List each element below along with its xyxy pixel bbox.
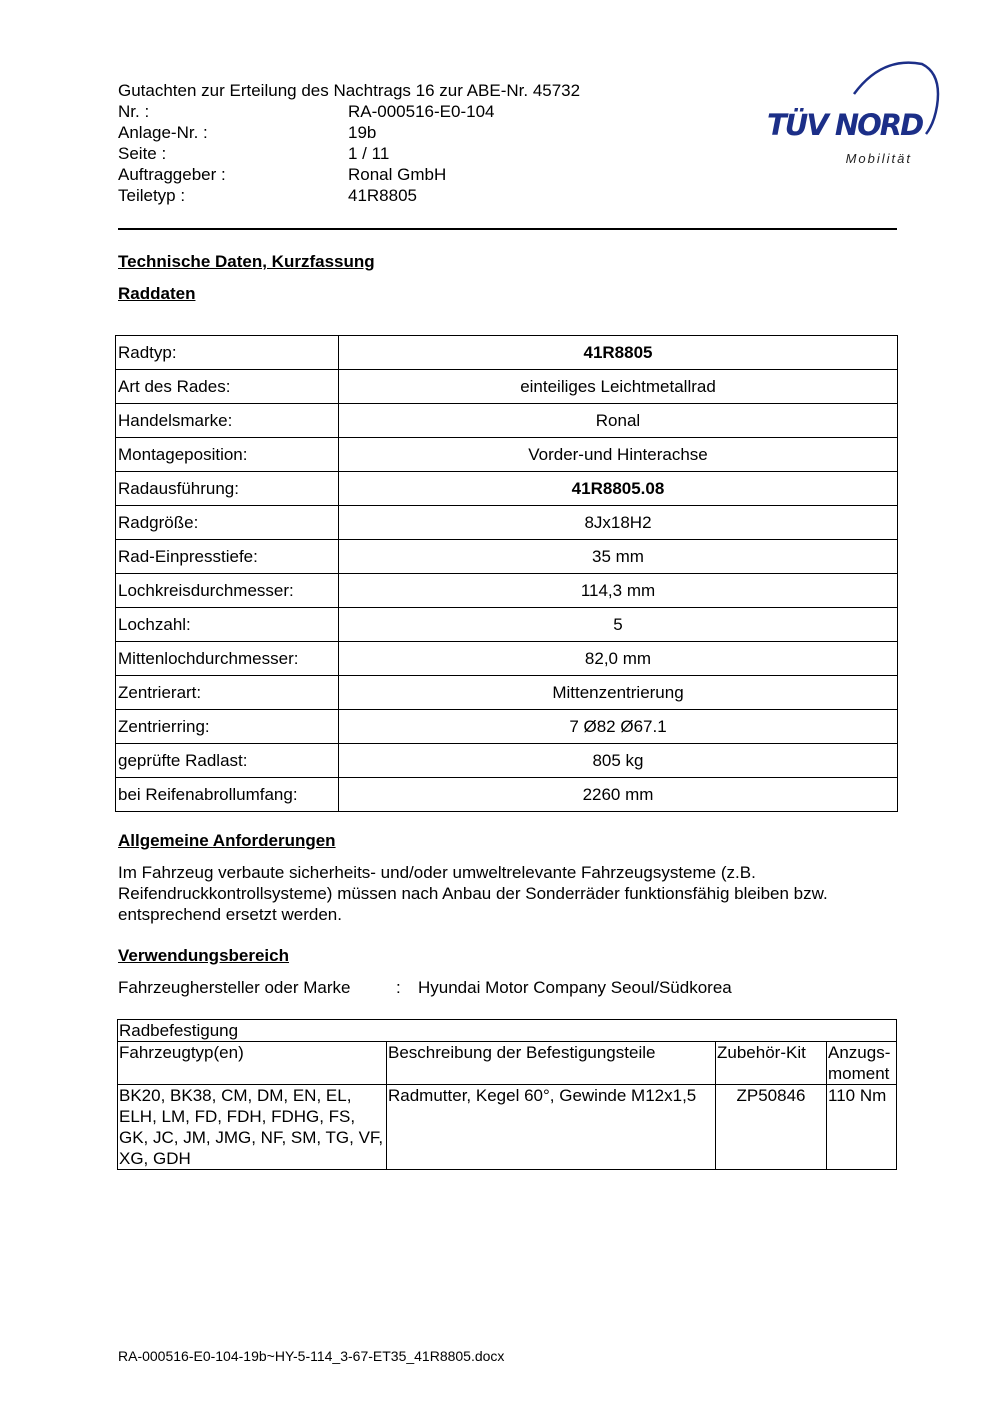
mounting-table-caption: Radbefestigung	[118, 1020, 897, 1042]
wheel-spec-label: Lochzahl:	[116, 608, 339, 642]
table-row	[116, 506, 898, 540]
manufacturer-line	[118, 978, 732, 998]
wheel-spec-value: 82,0 mm	[339, 642, 898, 676]
wheel-spec-value: 35 mm	[339, 540, 898, 574]
header-value: RA-000516-E0-104	[348, 102, 495, 121]
manufacturer-colon: :	[396, 978, 401, 997]
mounting-cell-torque: 110 Nm	[827, 1085, 897, 1170]
table-row	[116, 710, 898, 744]
wheel-data-table	[115, 335, 898, 812]
table-row	[116, 472, 898, 506]
wheel-spec-value: 805 kg	[339, 744, 898, 778]
wheel-spec-label: Radtyp:	[116, 336, 339, 370]
mounting-header-beschreibung: Beschreibung der Befestigungsteile	[387, 1042, 716, 1085]
header-divider	[118, 228, 897, 230]
table-row	[116, 336, 898, 370]
mounting-header-anzugsmoment: Anzugs-moment	[827, 1042, 897, 1085]
wheel-spec-value: 7 Ø82 Ø67.1	[339, 710, 898, 744]
wheel-spec-label: Radausführung:	[116, 472, 339, 506]
logo-brand: TÜV NORD	[767, 108, 923, 142]
table-row	[118, 1085, 897, 1170]
header-label: Auftraggeber :	[118, 165, 226, 184]
header-label: Anlage-Nr. :	[118, 123, 208, 142]
logo-subtitle: Mobilität	[845, 151, 912, 166]
mounting-cell-description: Radmutter, Kegel 60°, Gewinde M12x1,5	[387, 1085, 716, 1170]
header-label: Nr. :	[118, 102, 150, 121]
header-field-nr	[118, 101, 678, 122]
wheel-spec-value: 41R8805.08	[339, 472, 898, 506]
mounting-table	[117, 1019, 897, 1170]
wheel-spec-value: 41R8805	[339, 336, 898, 370]
table-row	[116, 574, 898, 608]
header-value: 19b	[348, 123, 377, 142]
table-row	[116, 438, 898, 472]
header-field-anlage	[118, 122, 678, 143]
table-row	[116, 676, 898, 710]
mounting-cell-types: BK20, BK38, CM, DM, EN, EL, ELH, LM, FD, FDH, FDHG, FS, GK, JC, JM, JMG, NF, SM, TG, VF, XG, GDH	[118, 1085, 387, 1170]
header-value: 41R8805	[348, 186, 418, 205]
header-field-seite	[118, 143, 678, 164]
wheel-spec-label: Rad-Einpresstiefe:	[116, 540, 339, 574]
header-value: 1 / 11	[348, 144, 390, 163]
mounting-header-zubehoer: Zubehör-Kit	[716, 1042, 827, 1085]
mounting-header-fahrzeugtyp: Fahrzeugtyp(en)	[118, 1042, 387, 1085]
wheel-spec-value: Mittenzentrierung	[339, 676, 898, 710]
table-row	[116, 642, 898, 676]
heading-raddaten: Raddaten	[118, 284, 196, 303]
wheel-spec-value: 5	[339, 608, 898, 642]
table-row	[116, 370, 898, 404]
header-label: Teiletyp :	[118, 186, 186, 205]
wheel-spec-label: Handelsmarke:	[116, 404, 339, 438]
wheel-spec-value: einteiliges Leichtmetallrad	[339, 370, 898, 404]
wheel-spec-value: 8Jx18H2	[339, 506, 898, 540]
wheel-spec-label: Mittenlochdurchmesser:	[116, 642, 339, 676]
header-value: Ronal GmbH	[348, 165, 447, 184]
tuev-nord-logo	[762, 56, 942, 176]
wheel-spec-label: geprüfte Radlast:	[116, 744, 339, 778]
heading-verwendungsbereich: Verwendungsbereich	[118, 946, 289, 965]
footer-filename: RA-000516-E0-104-19b~HY-5-114_3-67-ET35_41R8805.docx	[118, 1348, 505, 1364]
heading-technische-daten: Technische Daten, Kurzfassung	[118, 252, 375, 271]
heading-allgemeine-anforderungen: Allgemeine Anforderungen	[118, 831, 336, 850]
document-header	[118, 80, 678, 206]
manufacturer-value: Hyundai Motor Company Seoul/Südkorea	[418, 978, 732, 997]
table-row	[116, 404, 898, 438]
wheel-spec-value: Vorder-und Hinterachse	[339, 438, 898, 472]
header-field-auftraggeber	[118, 164, 678, 185]
header-field-teiletyp	[118, 185, 678, 206]
wheel-spec-label: Art des Rades:	[116, 370, 339, 404]
wheel-spec-label: Zentrierring:	[116, 710, 339, 744]
manufacturer-label: Fahrzeughersteller oder Marke	[118, 978, 351, 997]
allgemeine-paragraph: Im Fahrzeug verbaute sicherheits- und/oder umweltrelevante Fahrzeugsysteme (z.B. Reifendruckkontrollsysteme) müssen nach Anbau der Sonderräder funktionsfähig bleiben bzw. entsprechend ersetzt werden.	[118, 863, 828, 924]
wheel-spec-label: Montageposition:	[116, 438, 339, 472]
table-row	[116, 540, 898, 574]
wheel-spec-value: Ronal	[339, 404, 898, 438]
wheel-spec-value: 114,3 mm	[339, 574, 898, 608]
table-row	[116, 744, 898, 778]
header-label: Seite :	[118, 144, 167, 163]
document-title: Gutachten zur Erteilung des Nachtrags 16 zur ABE-Nr. 45732	[118, 81, 581, 100]
mounting-cell-kit: ZP50846	[716, 1085, 827, 1170]
wheel-spec-label: Zentrierart:	[116, 676, 339, 710]
wheel-spec-label: bei Reifenabrollumfang:	[116, 778, 339, 812]
wheel-spec-label: Lochkreisdurchmesser:	[116, 574, 339, 608]
wheel-spec-value: 2260 mm	[339, 778, 898, 812]
table-row	[116, 608, 898, 642]
table-row	[116, 778, 898, 812]
wheel-spec-label: Radgröße:	[116, 506, 339, 540]
